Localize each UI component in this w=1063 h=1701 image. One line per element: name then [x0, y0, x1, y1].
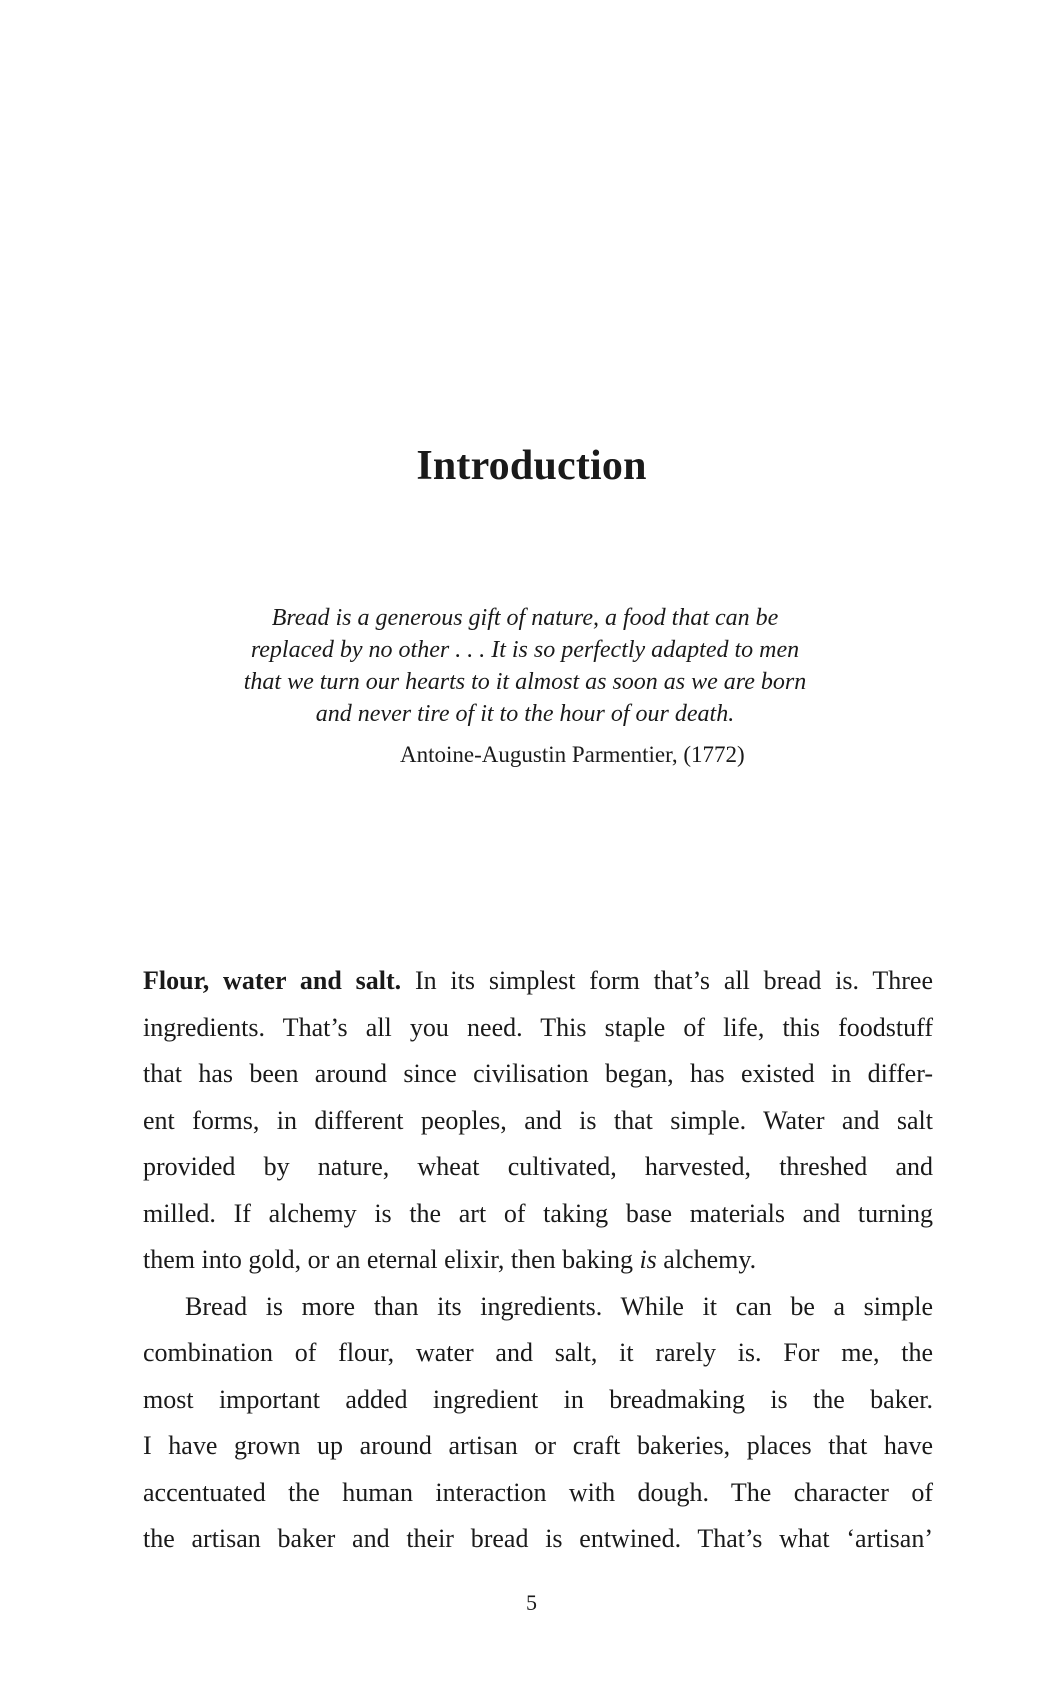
paragraph-1-line: milled. If alchemy is the art of taking base materials and turning [143, 1198, 933, 1228]
chapter-title: Introduction [416, 443, 647, 489]
paragraph-2-line: the artisan baker and their bread is entwined. That’s what ‘artisan’ [143, 1524, 933, 1553]
lead-in-text: Flour, water and salt. [143, 966, 402, 995]
epigraph-attribution: Antoine-Augustin Parmentier, (1772) [400, 742, 745, 767]
page-number: 5 [526, 1590, 537, 1615]
paragraph-2-line: I have grown up around artisan or craft bakeries, places that have [143, 1431, 933, 1460]
epigraph-line: that we turn our hearts to it almost as soon as we are born [243, 669, 807, 695]
text-run: them into gold, or an eternal elixir, then baking [143, 1245, 640, 1274]
paragraph-2-line: accentuated the human interaction with dough. The character of [143, 1477, 933, 1507]
epigraph-line: and never tire of it to the hour of our death. [315, 701, 735, 727]
paragraph-1-line: that has been around since civilisation began, has existed in differ- [143, 1059, 933, 1088]
text-run: In its simplest form that’s all bread is. Three [401, 966, 933, 995]
paragraph-1-line: provided by nature, wheat cultivated, harvested, threshed and [143, 1152, 933, 1181]
paragraph-1-line [143, 958, 933, 1005]
epigraph-line: replaced by no other . . . It is so perfectly adapted to men [250, 637, 800, 663]
epigraph-quote [200, 602, 850, 730]
body-text [143, 958, 933, 1563]
text-run: alchemy. [656, 1245, 757, 1274]
paragraph-2-line: Bread is more than its ingredients. While it can be a simple [185, 1291, 933, 1321]
emphasis-text: is [639, 1245, 657, 1274]
paragraph-1-line [143, 1237, 933, 1284]
paragraph-1-line: ingredients. That’s all you need. This staple of life, this foodstuff [143, 1012, 933, 1042]
epigraph-line: Bread is a generous gift of nature, a food that can be [271, 605, 779, 631]
paragraph-2-line: most important added ingredient in breadmaking is the baker. [143, 1384, 933, 1414]
paragraph-2-line: combination of flour, water and salt, it rarely is. For me, the [143, 1338, 933, 1367]
paragraph-1-line: ent forms, in different peoples, and is that simple. Water and salt [143, 1105, 933, 1135]
